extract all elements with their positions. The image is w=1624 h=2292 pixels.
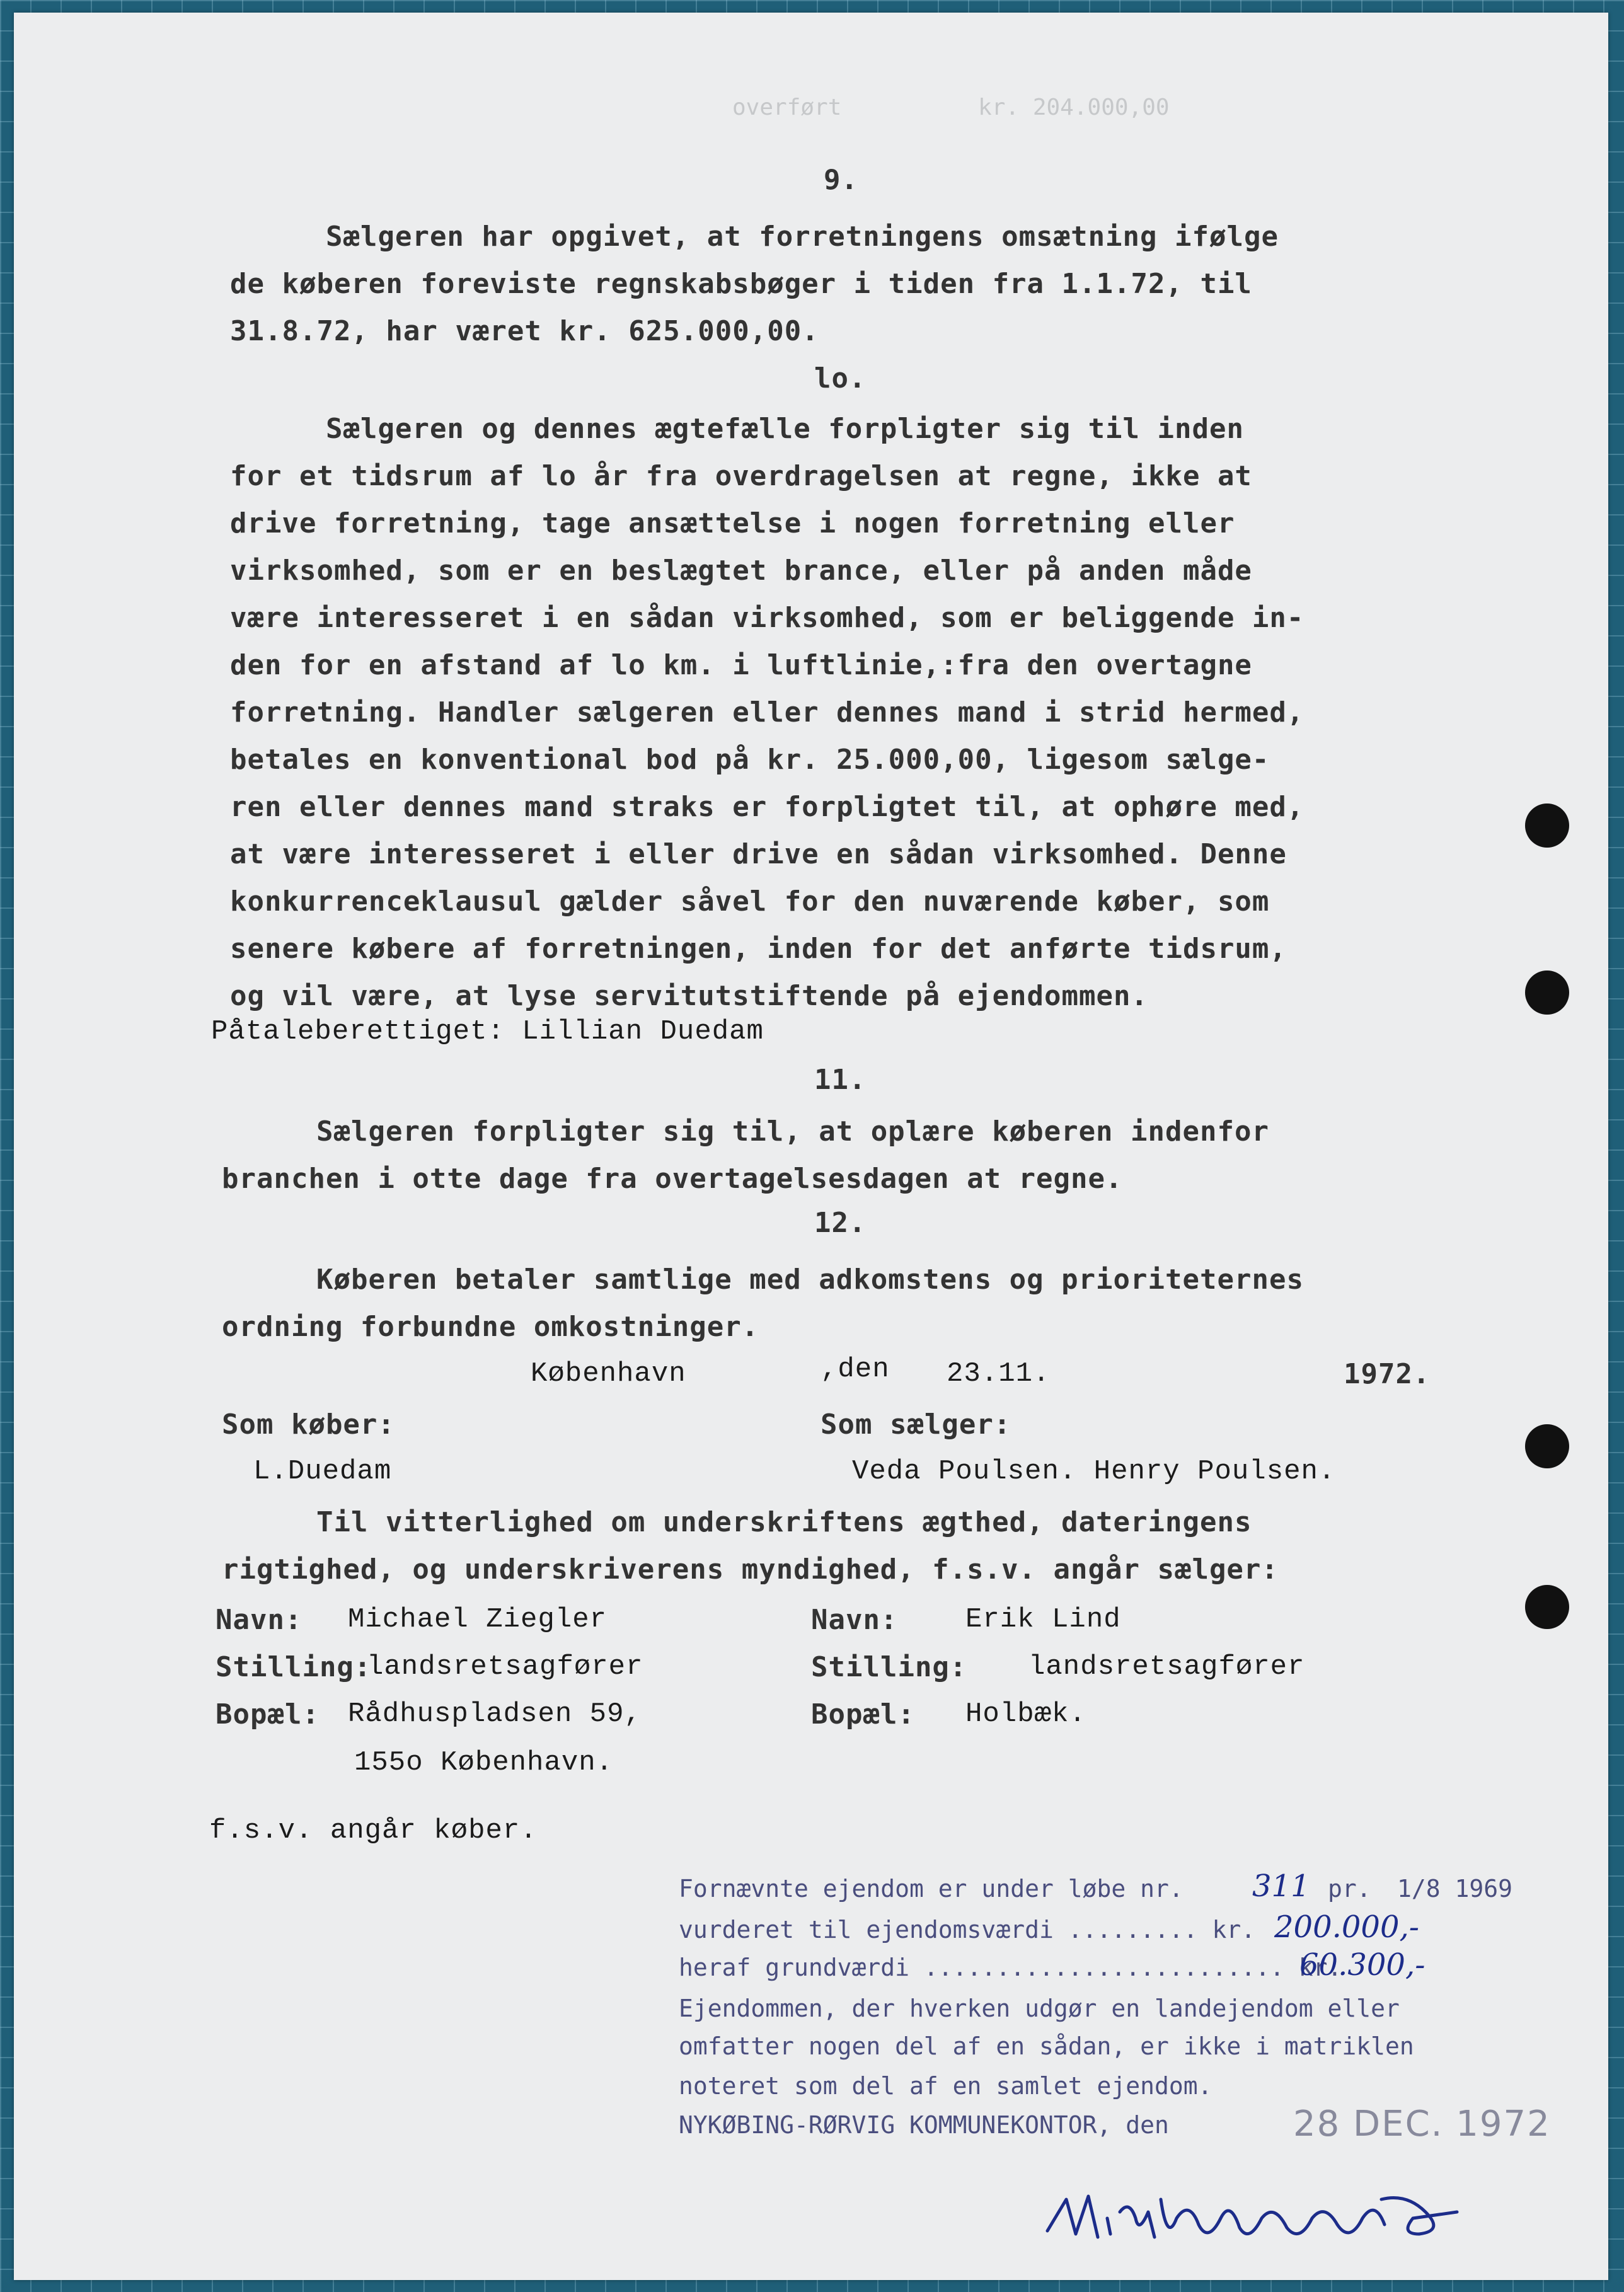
witness-line-1: Til vitterlighed om underskriftens ægthed, dateringens <box>316 1506 1252 1538</box>
stamp-line-6: noteret som del af en samlet ejendom. <box>679 2072 1212 2100</box>
punch-hole <box>1525 803 1569 848</box>
signature <box>1041 2174 1470 2262</box>
w2-bopael-1: Holbæk. <box>965 1698 1086 1730</box>
section-10-line-3: drive forretning, tage ansættelse i nogen forretning eller <box>230 507 1235 539</box>
stamp-line-1: Fornævnte ejendom er under løbe nr. <box>679 1875 1183 1903</box>
section-10-line-11: konkurrenceklausul gælder såvel for den nuværende køber, som <box>230 885 1270 918</box>
w2-stilling-label: Stilling: <box>811 1651 967 1683</box>
section-10-number: lo. <box>814 362 867 394</box>
section-9-line-3: 31.8.72, har været kr. 625.000,00. <box>230 315 819 347</box>
stamp-value: 200.000,- <box>1274 1909 1419 1945</box>
punch-hole <box>1525 970 1569 1015</box>
stamp-pr-label: pr. <box>1328 1875 1371 1903</box>
section-12-line-1: Køberen betaler samtlige med adkomstens og prioriteternes <box>316 1264 1304 1296</box>
bleed-through-text: overført kr. 204.000,00 <box>732 95 1170 120</box>
w1-stilling: landsretsagfører <box>367 1651 643 1683</box>
w1-bopael-label: Bopæl: <box>216 1698 320 1731</box>
section-10-line-10: at være interesseret i eller drive en sådan virksomhed. Denne <box>230 838 1287 870</box>
w1-bopael-2: 155o København. <box>354 1747 614 1778</box>
section-10-line-5: være interesseret i en sådan virksomhed, som er beliggende in- <box>230 602 1304 634</box>
stamp-line-2: vurderet til ejendomsværdi ......... kr. <box>679 1916 1256 1944</box>
stamp-ground-value: 60.300,- <box>1299 1947 1425 1983</box>
stamp-line-3: heraf grundværdi ......................... kr. <box>679 1954 1342 1981</box>
section-10-line-6: den for en afstand af lo km. i luftlinie,:fra den overtagne <box>230 649 1252 681</box>
section-12-number: 12. <box>814 1207 867 1239</box>
w1-stilling-label: Stilling: <box>216 1651 372 1683</box>
buyer-name: L.Duedam <box>253 1456 392 1487</box>
pataleberettiget-line: Påtaleberettiget: Lillian Duedam <box>211 1016 764 1047</box>
seller-names: Veda Poulsen. Henry Poulsen. <box>852 1456 1336 1487</box>
seller-label: Som sælger: <box>821 1408 1011 1441</box>
w2-bopael-label: Bopæl: <box>811 1698 915 1731</box>
w2-stilling: landsretsagfører <box>1028 1651 1305 1683</box>
section-10-line-12: senere købere af forretningen, inden for det anførte tidsrum, <box>230 933 1287 965</box>
stamp-pr-date: 1/8 1969 <box>1397 1875 1513 1903</box>
section-10-line-1: Sælgeren og dennes ægtefælle forpligter sig til inden <box>326 413 1244 445</box>
section-11-line-1: Sælgeren forpligter sig til, at oplære køberen indenfor <box>316 1115 1269 1148</box>
section-9-line-2: de køberen foreviste regnskabsbøger i tiden fra 1.1.72, til <box>230 268 1252 300</box>
section-10-line-2: for et tidsrum af lo år fra overdragelsen at regne, ikke at <box>230 460 1252 492</box>
section-10-line-4: virksomhed, som er en beslægtet brance, eller på anden måde <box>230 555 1252 587</box>
year: 1972. <box>1344 1358 1431 1390</box>
section-11-line-2: branchen i otte dage fra overtagelsesdagen at regne. <box>222 1163 1123 1195</box>
section-12-line-2: ordning forbundne omkostninger. <box>222 1311 759 1343</box>
buyer-label: Som køber: <box>222 1408 395 1441</box>
stamp-date: 28 DEC. 1972 <box>1293 2104 1551 2145</box>
section-10-line-9: ren eller dennes mand straks er forpligtet til, at ophøre med, <box>230 791 1304 823</box>
place: København <box>531 1358 686 1390</box>
w1-bopael-1: Rådhuspladsen 59, <box>348 1698 642 1730</box>
document-page <box>14 13 1608 2280</box>
witness-line-2: rigtighed, og underskriverens myndighed, f.s.v. angår sælger: <box>222 1553 1279 1586</box>
date: 23.11. <box>947 1358 1051 1390</box>
section-9-line-1: Sælgeren har opgivet, at forretningens omsætning ifølge <box>326 221 1279 253</box>
w2-navn: Erik Lind <box>965 1604 1121 1635</box>
punch-hole <box>1525 1424 1569 1468</box>
section-10-line-8: betales en konventional bod på kr. 25.000,00, ligesom sælge- <box>230 744 1270 776</box>
w1-navn-label: Navn: <box>216 1604 302 1636</box>
punch-hole <box>1525 1585 1569 1629</box>
stamp-line-4: Ejendommen, der hverken udgør en landejendom eller <box>679 1995 1400 2022</box>
section-9-number: 9. <box>824 164 858 196</box>
section-11-number: 11. <box>814 1064 867 1096</box>
fsv-kober: f.s.v. angår køber. <box>209 1815 538 1846</box>
stamp-line-5: omfatter nogen del af en sådan, er ikke i matriklen <box>679 2032 1414 2060</box>
den-label: ,den <box>821 1354 890 1385</box>
w2-navn-label: Navn: <box>811 1604 898 1636</box>
stamp-line-7: NYKØBING-RØRVIG KOMMUNEKONTOR, den <box>679 2111 1169 2139</box>
section-10-line-13: og vil være, at lyse servitutstiftende på ejendommen. <box>230 980 1148 1012</box>
section-10-line-7: forretning. Handler sælgeren eller dennes mand i strid hermed, <box>230 696 1304 728</box>
stamp-lobe-nr: 311 <box>1252 1869 1310 1904</box>
w1-navn: Michael Ziegler <box>348 1604 608 1635</box>
